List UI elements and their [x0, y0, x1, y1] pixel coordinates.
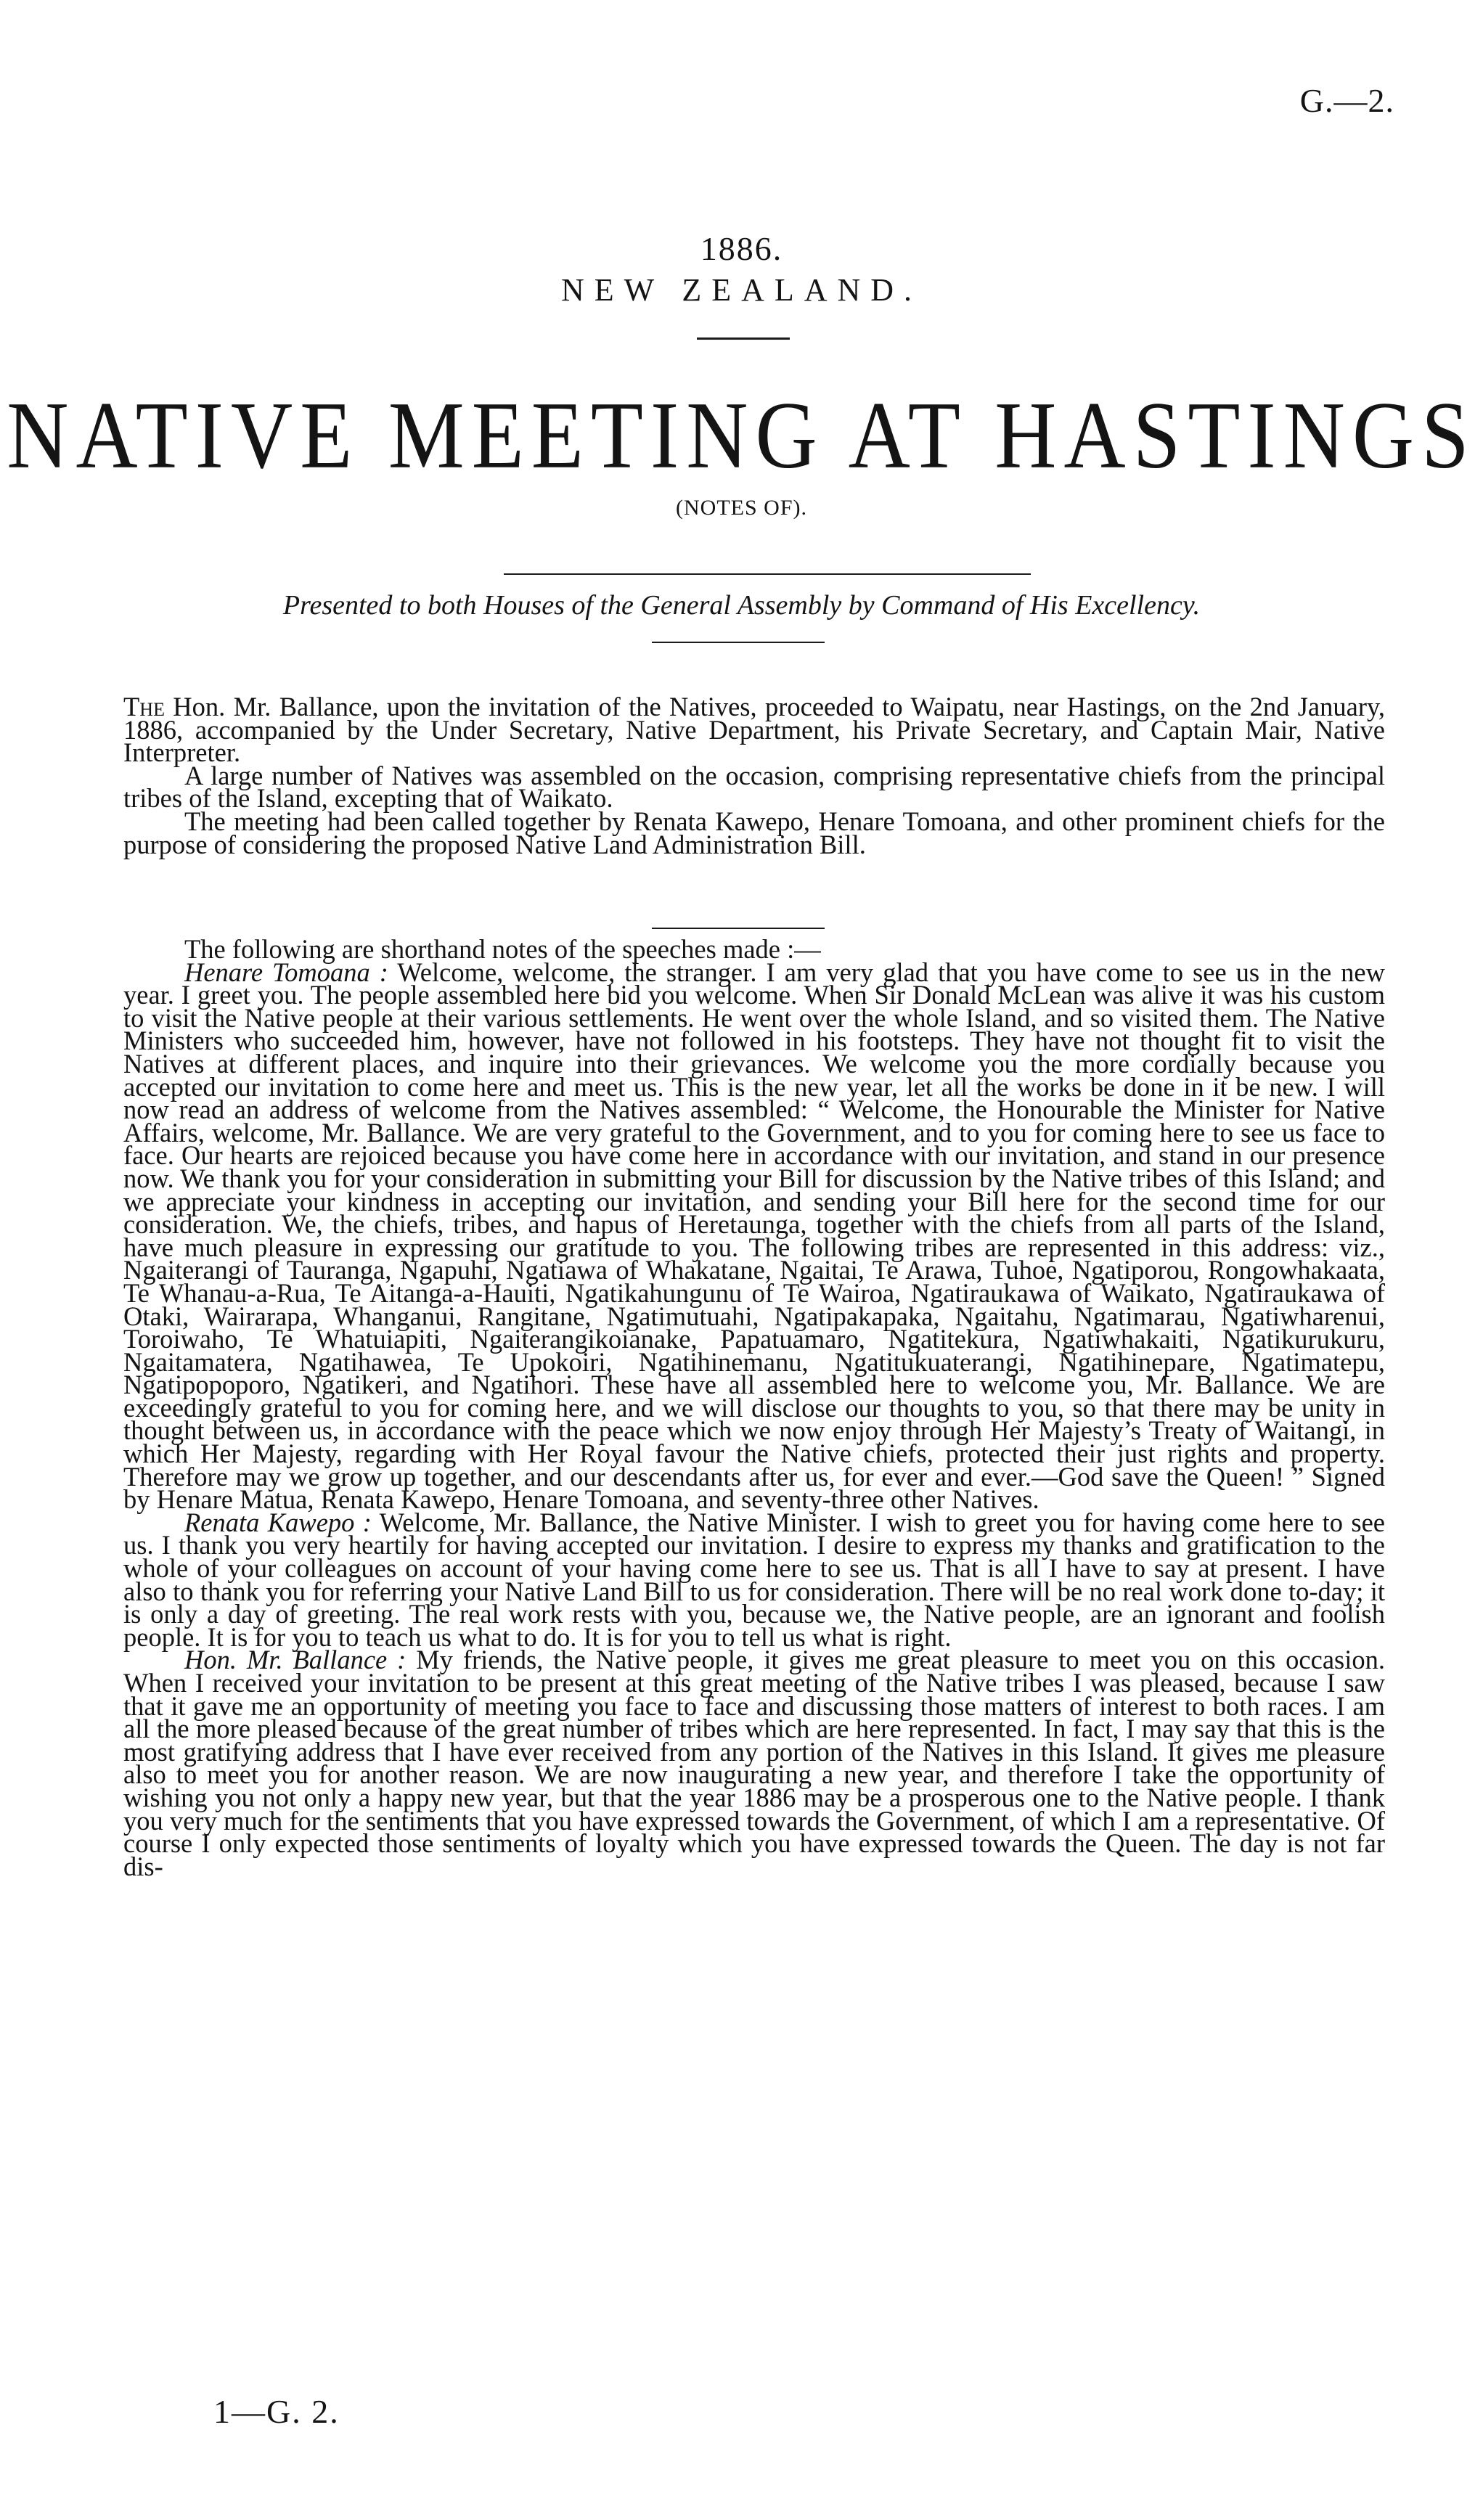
page-signature: 1—G. 2. — [213, 2393, 340, 2430]
speaker-name: Henare Tomoana : — [184, 957, 388, 987]
speaker-name: Hon. Mr. Ballance : — [184, 1645, 407, 1675]
speech-text: Welcome, welcome, the stranger. I am very glad that you have come to see us in the new year. I greet you. The people assembled here bid you welcome. When Sir Donald McLean was alive it was his custom to visit the Native people at their various settlements. He went over the whole Island, and so visited them. The Native Ministers who succeeded him, however, have not followed in his footsteps. They have not thought fit to visit the Natives at different places, and inquire into their grievances. We welcome you the more cordially because you accepted our invitation to come here and meet us. This is the new year, let all the works be done in it be new. I will now read an address of welcome from the Natives assembled: “ Welcome, the Honourable the Minister for Native Affairs, welcome, Mr. Ballance. We are very grateful to the Government, and to you for coming here to see us face to face. Our hearts are rejoiced because you have come here in accordance with our invitation, and stand in our presence now. We thank you for your consideration in submitting your Bill for discussion by the Native tribes of this Island; and we appreciate your kindness in accepting our invitation, and sending your Bill here for the second time for our consideration. We, the chiefs, tribes, and hapus of Heretaunga, together with the chiefs from all parts of the Island, have much pleasure in expressing our gratitude to you. The following tribes are represented in this address: viz., Ngaiterangi of Tauranga, Ngapuhi, Ngatiawa of Whakatane, Ngaitai, Te Arawa, Tuhoe, Ngatiporou, Rongowhakaata, Te Whanau-a-Rua, Te Aitanga-a-Hauiti, Ngatikahungunu of Te Wairoa, Ngatiraukawa of Waikato, Ngatiraukawa of Otaki, Wairarapa, Whanganui, Rangitane, Ngatimutuahi, Ngatipakapaka, Ngaitahu, Ngatimarau, Ngatiwharenui, Toroiwaho, Te Whatuiapiti, Ngaiterangikoianake, Papatuamaro, Ngatitekura, Ngatiwhakaiti, Ngatikurukuru, Ngaitamatera, Ngatihawea, Te Upokoiri, Ngatihinemanu, Ngatitukuaterangi, Ngatihinepare, Ngatimatepu, Ngatipopoporo, Ngatikeri, and Ngatihori. These have all assembled here to welcome you, Mr. Ballance. We are exceedingly grateful to you for coming here, and we will disclose our thoughts to you, so that there may be unity in thought between us, in accordance with the peace which we now enjoy through Her Majesty’s Treaty of Waitangi, in which Her Majesty, regarding with Her Royal favour the Native chiefs, protected their just rights and property. Therefore may we grow up together, and our descendants after us, for ever and ever.—God save the Queen! ” Signed by Henare Matua, Renata Kawepo, Henare Tomoana, and seventy-three other Natives. — [123, 957, 1385, 1515]
intro-paragraph — [123, 692, 1385, 768]
intro-paragraph: A large number of Natives was assembled on the occasion, comprising representative chiefs from the principal tribes of the Island, excepting that of Waikato. — [123, 760, 1385, 814]
speech-text: Welcome, Mr. Ballance, the Native Minister. I wish to greet you for having come here to see us. I thank you very heartily for having accepted our invitation. I desire to express my thanks and gratification to the whole of your colleagues on account of your having come here to see us. That is all I have to say at present. I have also to thank you for referring your Native Land Bill to us for consideration. There will be no real work done to-day; it is only a day of greeting. The real work rests with you, because we, the Native people, are an ignorant and foolish people. It is for you to teach us what to do. It is for you to tell us what is right. — [123, 1507, 1385, 1652]
divider-rule — [652, 928, 825, 929]
lead-word: The — [123, 692, 165, 721]
divider-rule — [652, 642, 825, 643]
page-reference: G.—2. — [1299, 82, 1394, 119]
intro-paragraph-text: Hon. Mr. Ballance, upon the invitation of the Natives, proceeded to Waipatu, near Hastings, on the 2nd January, 1886, accompanied by the Under Secretary, Native Department, his Private Secretary, and Captain Mair, Native Interpreter. — [123, 692, 1385, 768]
intro-paragraph: The meeting had been called together by Renata Kawepo, Henare Tomoana, and other prominent chiefs for the purpose of considering the proposed Native Land Administration Bill. — [123, 806, 1385, 859]
speech-text: My friends, the Native people, it gives me great pleasure to meet you on this occasion. When I received your invitation to be present at this great meeting of the Native tribes I was pleased, because I saw that it gave me an opportunity of meeting you face to face and discussing those matters of interest to both races. I am all the more pleased because of the great number of tribes which are here represented. In fact, I may say that this is the most gratifying address that I have ever received from any portion of the Natives in this Island. It gives me pleasure also to meet you for another reason. We are now inaugurating a new year, and therefore I take the opportunity of wishing you not only a happy new year, but that the year 1886 may be a prosperous one to the Native people. I thank you very much for the sentiments that you have expressed towards the Government, of which I am a representative. Of course I only expected those sentiments of loyalty which you have expressed towards the Queen. The day is not far dis- — [123, 1645, 1385, 1881]
country-heading: NEW ZEALAND. — [560, 272, 923, 308]
speeches-section — [123, 934, 1385, 1881]
divider-rule — [697, 338, 790, 340]
speeches-lead: The following are shorthand notes of the speeches made :— — [184, 934, 821, 964]
presented-line: Presented to both Houses of the General Assembly by Command of His Excellency. — [282, 590, 1201, 621]
speech-paragraph — [123, 1507, 1385, 1652]
divider-rule — [504, 573, 1031, 575]
intro-section — [123, 692, 1385, 859]
speech-paragraph — [123, 1645, 1385, 1881]
speech-paragraph — [123, 957, 1385, 1515]
document-subtitle: (NOTES OF). — [676, 496, 807, 520]
year-heading: 1886. — [700, 230, 783, 267]
speaker-name: Renata Kawepo : — [184, 1507, 372, 1537]
document-title: NATIVE MEETING AT HASTINGS — [7, 382, 1476, 488]
